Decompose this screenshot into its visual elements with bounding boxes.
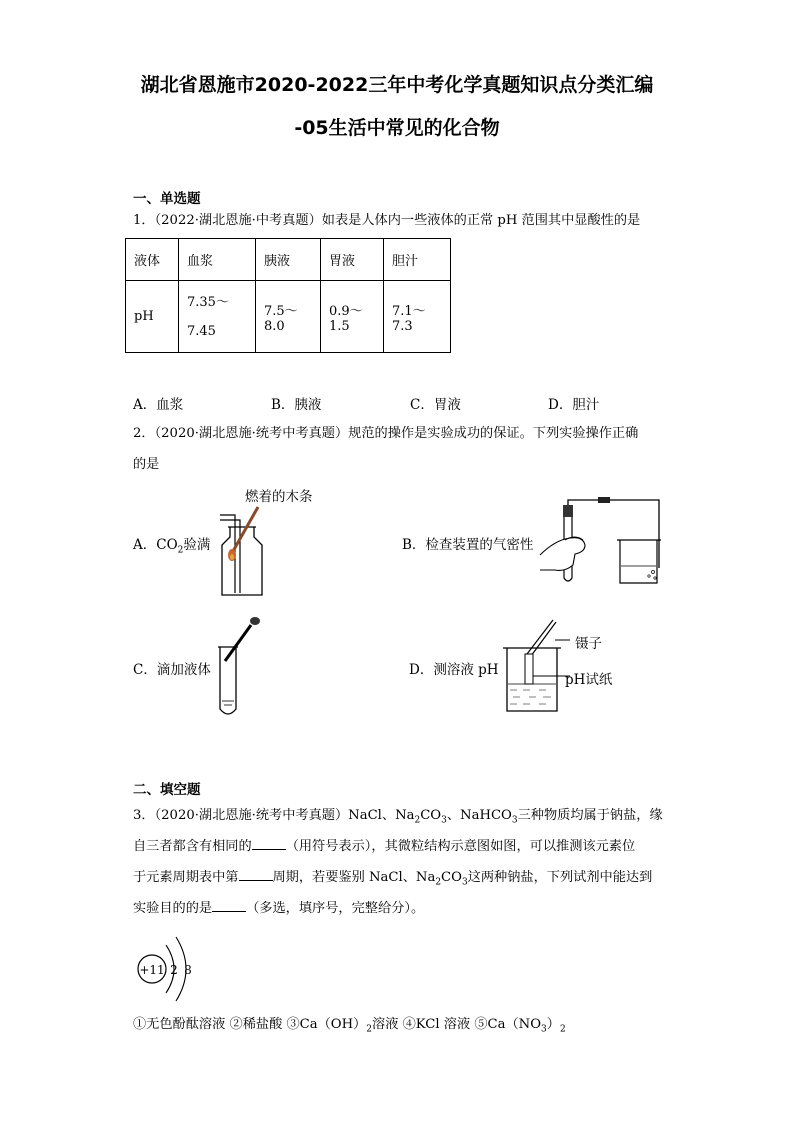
q3-text: CO: [441, 870, 462, 885]
table-cell-line: 7.35～: [187, 294, 229, 310]
q3-text: （用符号表示），其微粒结构示意图如图，可以推测该元素位: [285, 839, 636, 854]
reagent-text: 溶液 ④KCl 溶液 ⑤Ca（NO: [372, 1017, 542, 1032]
section-heading-fill-blank: 二、填空题: [133, 782, 201, 798]
q2-option-a[interactable]: [133, 533, 210, 556]
q3-text: CO: [420, 808, 442, 823]
q1-option-a[interactable]: A．血浆: [133, 397, 184, 413]
subscript: 3: [441, 815, 447, 826]
option-a-text-suffix: 验满: [183, 537, 211, 553]
q2-text-line2: 的是: [133, 457, 160, 472]
sodium-ion-structure-diagram: [130, 935, 200, 1005]
q3-text: 、NaHCO: [446, 808, 512, 823]
figure-airtightness-check: [535, 490, 670, 590]
subscript: 2: [435, 877, 442, 888]
page-title-line1: 湖北省恩施市2020-2022三年中考化学真题知识点分类汇编: [140, 74, 654, 96]
table-header-cell: 胃液: [321, 239, 384, 281]
q3-text: 三种物质均属于钠盐，缘: [517, 808, 663, 823]
subscript: 3: [461, 877, 468, 888]
table-header-cell: 液体: [126, 239, 179, 281]
q3-text: 自三者都含有相同的: [133, 839, 252, 854]
section-heading-single-choice: 一、单选题: [133, 191, 201, 207]
label-ph-paper: pH试纸: [565, 672, 613, 688]
table-cell: 7.1～7.3: [384, 281, 451, 353]
shell2-electrons: 8: [184, 963, 192, 977]
table-row-label: pH: [126, 281, 179, 353]
shell1-electrons: 2: [170, 963, 178, 977]
q1-text: 1．（2022·湖北恩施·中考真题）如表是人体内一些液体的正常 pH 范围其中显酸性的是: [133, 213, 641, 228]
figure-ph-measurement: [495, 618, 570, 718]
subscript: 2: [177, 545, 184, 556]
q2-text-line1: 2．（2020·湖北恩施·统考中考真题）规范的操作是实验成功的保证。下列实验操作正确: [133, 426, 639, 441]
subscript: 2: [366, 1024, 373, 1035]
figure-dropping-liquid: [212, 617, 267, 720]
table-cell: 7.5～8.0: [256, 281, 321, 353]
q3-text: 这两种钠盐，下列试剂中能达到: [467, 870, 653, 885]
subscript: 3: [541, 1024, 547, 1035]
subscript: 2: [559, 1024, 566, 1035]
table-header-cell: 血浆: [179, 239, 256, 281]
q2-option-d[interactable]: D．测溶液 pH: [409, 662, 499, 678]
q1-option-c[interactable]: C．胃液: [410, 397, 461, 413]
q3-text: 于元素周期表中第: [133, 870, 239, 885]
table-header-cell: 胰液: [256, 239, 321, 281]
q3-text: 3．（2020·湖北恩施·统考中考真题）NaCl、Na: [133, 808, 415, 823]
q3-text: 实验目的的是: [133, 901, 213, 916]
q3-text: （多选，填序号，完整给分）。: [246, 901, 425, 916]
page-title-line2: -05生活中常见的化合物: [294, 117, 500, 139]
answer-blank[interactable]: [239, 868, 273, 881]
option-a-text: A．CO: [133, 537, 178, 553]
ph-table: [125, 238, 451, 353]
q2-option-b[interactable]: B．检查装置的气密性: [402, 537, 534, 553]
nucleus-charge: +11: [139, 963, 165, 977]
figure-co2-test: [210, 505, 270, 600]
caption-burning-stick: 燃着的木条: [245, 489, 313, 505]
subscript: 2: [414, 815, 421, 826]
reagent-text: ）: [546, 1017, 560, 1032]
q3-text: 周期，若要鉴别 NaCl、Na: [272, 870, 436, 885]
q3-reagent-options: [133, 1010, 673, 1045]
answer-blank[interactable]: [212, 899, 246, 912]
table-cell-line: 7.45: [187, 323, 216, 339]
label-tweezers: 镊子: [575, 636, 602, 652]
answer-blank[interactable]: [252, 837, 286, 850]
q3-line1: [133, 801, 673, 836]
subscript: 3: [511, 815, 518, 826]
table-header-cell: 胆汁: [384, 239, 451, 281]
q1-option-d[interactable]: D．胆汁: [548, 397, 600, 413]
table-cell-plasma: [179, 281, 256, 353]
q3-line2: [133, 832, 673, 862]
q3-line4: [133, 894, 673, 924]
q2-option-c[interactable]: C．滴加液体: [133, 662, 211, 678]
q1-option-b[interactable]: B．胰液: [271, 397, 322, 413]
table-cell: 0.9～1.5: [321, 281, 384, 353]
reagent-text: ①无色酚酞溶液 ②稀盐酸 ③Ca（OH）: [133, 1017, 367, 1032]
q3-line3: [133, 863, 673, 898]
